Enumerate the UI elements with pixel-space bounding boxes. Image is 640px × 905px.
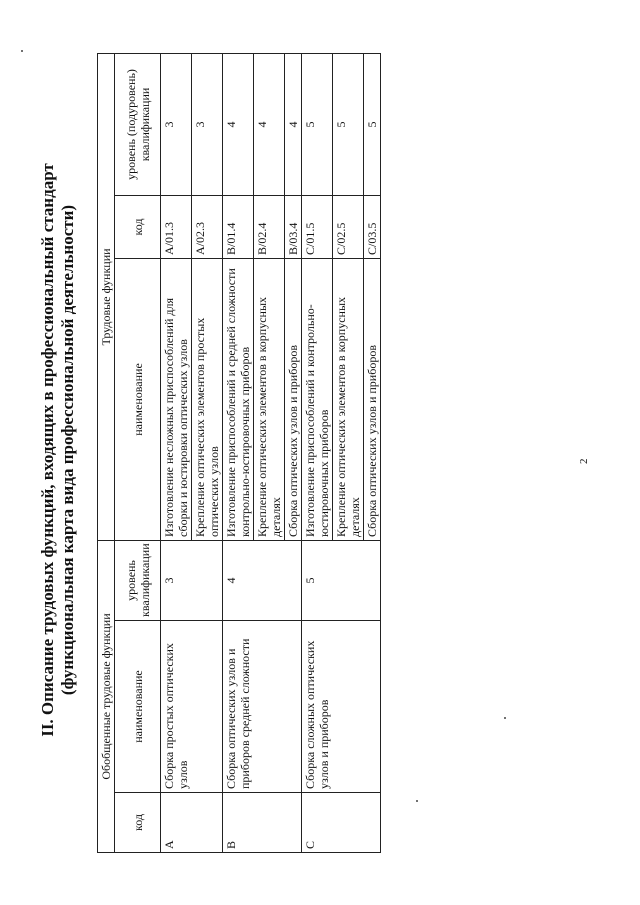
header-functions: Трудовые функции bbox=[98, 53, 115, 540]
group-code: C bbox=[302, 793, 381, 853]
function-name: Изготовление несложных приспособлений для сборки и юстировки оптических узлов bbox=[161, 258, 192, 540]
header-row-2 bbox=[115, 53, 161, 852]
function-code: C/02.5 bbox=[333, 195, 364, 258]
section-title bbox=[38, 25, 78, 875]
function-name: Изготовление приспособлений и контрольно-юстировочных приборов bbox=[302, 258, 333, 540]
function-level: 5 bbox=[333, 53, 364, 195]
function-name: Сборка оптических узлов и приборов bbox=[364, 258, 381, 540]
function-level: 4 bbox=[254, 53, 285, 195]
function-level: 4 bbox=[285, 53, 302, 195]
function-level: 3 bbox=[192, 53, 223, 195]
function-level: 5 bbox=[364, 53, 381, 195]
header-name: наименование bbox=[115, 621, 161, 793]
function-level: 5 bbox=[302, 53, 333, 195]
table-row bbox=[161, 53, 192, 852]
group-level: 5 bbox=[302, 540, 381, 620]
header-generalized: Обобщенные трудовые функции bbox=[98, 540, 115, 852]
header-level: уровень квалификации bbox=[115, 540, 161, 620]
function-level: 3 bbox=[161, 53, 192, 195]
group-code: B bbox=[223, 793, 302, 853]
group-name: Сборка простых оптических узлов bbox=[161, 621, 223, 793]
function-level: 4 bbox=[223, 53, 254, 195]
group-name: Сборка оптических узлов и приборов средней сложности bbox=[223, 621, 302, 793]
function-name: Крепление оптических элементов простых оптических узлов bbox=[192, 258, 223, 540]
function-name: Крепление оптических элементов в корпусных деталях bbox=[254, 258, 285, 540]
group-level: 4 bbox=[223, 540, 302, 620]
function-code: B/01.4 bbox=[223, 195, 254, 258]
header-func-level: уровень (подуровень) квалификации bbox=[115, 53, 161, 195]
function-code: B/03.4 bbox=[285, 195, 302, 258]
function-code: A/02.3 bbox=[192, 195, 223, 258]
header-func-code: код bbox=[115, 195, 161, 258]
group-code: A bbox=[161, 793, 223, 853]
function-name: Крепление оптических элементов в корпусных деталях bbox=[333, 258, 364, 540]
header-code: код bbox=[115, 793, 161, 853]
function-code: C/01.5 bbox=[302, 195, 333, 258]
scan-speck bbox=[416, 800, 418, 802]
title-line-2: (функциональная карта вида профессиональной деятельности) bbox=[58, 204, 77, 696]
table-row bbox=[223, 53, 254, 852]
header-func-name: наименование bbox=[115, 258, 161, 540]
page-number: 2 bbox=[578, 458, 590, 464]
function-code: B/02.4 bbox=[254, 195, 285, 258]
functions-table bbox=[97, 53, 381, 853]
function-name: Сборка оптических узлов и приборов bbox=[285, 258, 302, 540]
function-code: C/03.5 bbox=[364, 195, 381, 258]
header-row-1 bbox=[98, 53, 115, 852]
group-level: 3 bbox=[161, 540, 223, 620]
scan-speck bbox=[504, 717, 506, 719]
scan-speck bbox=[21, 50, 23, 52]
group-name: Сборка сложных оптических узлов и приборов bbox=[302, 621, 381, 793]
function-code: A/01.3 bbox=[161, 195, 192, 258]
table-row bbox=[302, 53, 333, 852]
function-name: Изготовление приспособлений и средней сложности контрольно-юстировочных приборов bbox=[223, 258, 254, 540]
title-line-1: II. Описание трудовых функций, входящих в профессиональный стандарт bbox=[38, 163, 57, 737]
